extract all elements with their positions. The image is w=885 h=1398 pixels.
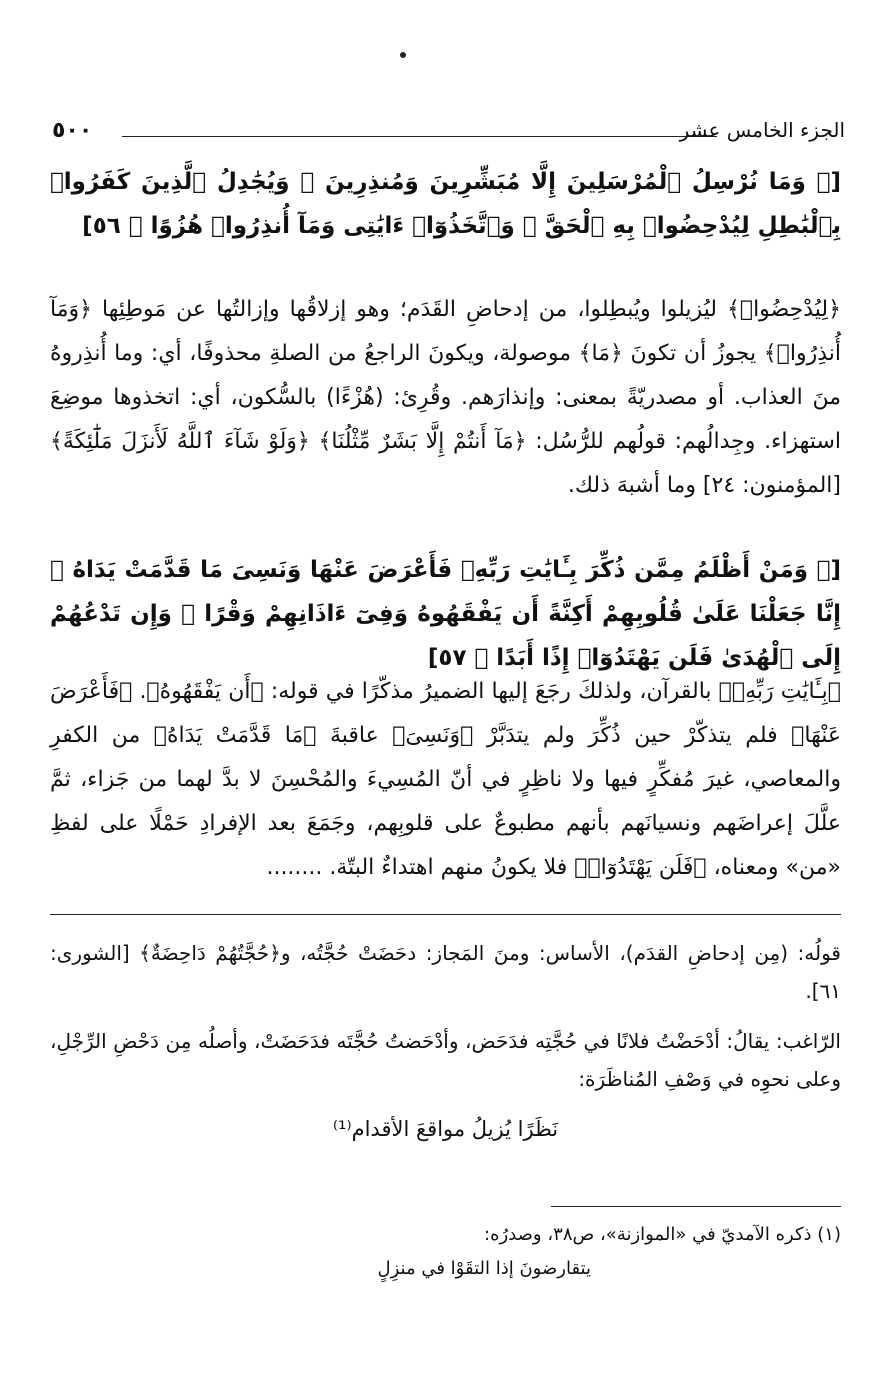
note-idhad: قولُه: (مِن إدحاضِ القدَم)، الأساس: ومنَ المَجاز: دحَضَتْ حُجَّتُه، و﴿حُجَّتُهُمْ دَاحِضَةٌ﴾ [الشورى: ٦١]. [50, 941, 841, 1003]
poem-line: نَظَرًا يُزيلُ مواقعَ الأقدام⁽¹⁾ [332, 1117, 559, 1141]
footnote [50, 1218, 841, 1286]
note-raghib: الرّاغب: يقالُ: أدْحَضْتُ فلانًا في حُجَّتِه فدَحَض، وأدْحَضتُ حُجَّتَه فدَحَضَتْ، وأصلُه مِن دَحْضِ الرِّجْلِ، وعلى نحوِه في وَصْفِ المُناظَرَة: [50, 1029, 841, 1091]
running-title: الجزء الخامس عشر [679, 118, 845, 142]
verse-57 [50, 548, 841, 680]
commentary-56 [50, 288, 841, 508]
notes-separator [50, 914, 841, 915]
footnote-line-2: يتقارضونَ إذا التقَوْا في منزِلٍ [377, 1258, 591, 1279]
commentary-57-text: ﴿بِـَٔايَٰتِ رَبِّهِۦ﴾ بالقرآن، ولذلكَ رجَعَ إليها الضميرُ مذكّرًا في قوله: ﴿أَن يَفْقَهُوهُ﴾. ﴿فَأَعْرَضَ عَنْهَا﴾ فلم يتذكّرْ حين ذُكِّرَ ولم يتدَبَّرْ ﴿وَنَسِىَ﴾ عاقبةَ ﴿مَا قَدَّمَتْ يَدَاهُ﴾ من الكفرِ والمعاصي، غيرَ مُفكِّرٍ فيها ولا ناظِرٍ في أنّ المُسِيءَ والمُحْسِنَ لا بدَّ لهما من جَزاء، ثمَّ علَّلَ إعراضَهم ونسيانَهم بأنهم مطبوعٌ على قلوبِهم، وجَمَعَ بعد الإفرادِ حَمْلًا على لفظِ «من» ومعناه، ﴿فَلَن يَهْتَدُوٓا۟﴾ فلا يكونُ منهم اهتداءٌ البتّة. ........ [50, 679, 841, 880]
top-dot-mark [400, 52, 406, 58]
verse-57-text: [﴿ وَمَنْ أَظْلَمُ مِمَّن ذُكِّرَ بِـَٔايَٰتِ رَبِّهِۦ فَأَعْرَضَ عَنْهَا وَنَسِىَ مَا قَدَّمَتْ يَدَاهُ ۚ إِنَّا جَعَلْنَا عَلَىٰ قُلُوبِهِمْ أَكِنَّةً أَن يَفْقَهُوهُ وَفِىٓ ءَاذَانِهِمْ وَقْرًا ۖ وَإِن تَدْعُهُمْ إِلَى ٱلْهُدَىٰ فَلَن يَهْتَدُوٓا۟ إِذًا أَبَدًا ﴾ ٥٧] [50, 557, 841, 671]
page-header [52, 118, 845, 148]
verse-56 [50, 160, 841, 248]
page-number: ٥٠٠ [52, 118, 93, 143]
commentary-56-text: ﴿لِيُدْحِضُوا۟﴾ ليُزيلوا ويُبطِلوا، من إدحاضِ القَدَم؛ وهو إزلاقُها وإزالتُها عن مَوطِئِها ﴿وَمَآ أُنذِرُوا۟﴾ يجوزُ أن تكونَ ﴿مَا﴾ موصولة، ويكونَ الراجعُ من الصلةِ محذوفًا، أي: وما أُنذِروهُ منَ العذاب. أو مصدريّةً بمعنى: وإنذارَهم. وقُرِئ: (هُزْءًا) بالسُّكون، أي: اتخذوها موضِعَ استهزاء. وجِدالُهم: قولُهم للرُّسُل: ﴿مَآ أَنتُمْ إِلَّا بَشَرٌ مِّثْلُنَا﴾ ﴿وَلَوْ شَآءَ ٱللَّهُ لَأَنزَلَ مَلَٰٓئِكَةً﴾ [المؤمنون: ٢٤] وما أشبهَ ذلك. [50, 297, 841, 498]
header-rule [122, 136, 717, 137]
commentary-57 [50, 670, 841, 890]
footnote-separator [551, 1206, 841, 1207]
verse-56-text: [﴿ وَمَا نُرْسِلُ ٱلْمُرْسَلِينَ إِلَّا مُبَشِّرِينَ وَمُنذِرِينَ ۚ وَيُجَٰدِلُ ٱلَّذِينَ كَفَرُوا۟ بِٱلْبَٰطِلِ لِيُدْحِضُوا۟ بِهِ ٱلْحَقَّ ۖ وَٱتَّخَذُوٓا۟ ءَايَٰتِى وَمَآ أُنذِرُوا۟ هُزُوًا ﴾ ٥٦] [50, 169, 841, 239]
commentary-notes [50, 934, 841, 1148]
footnote-line-1: (١) ذكره الآمديّ في «الموازنة»، ص٣٨، وصدرُه: [484, 1224, 841, 1245]
